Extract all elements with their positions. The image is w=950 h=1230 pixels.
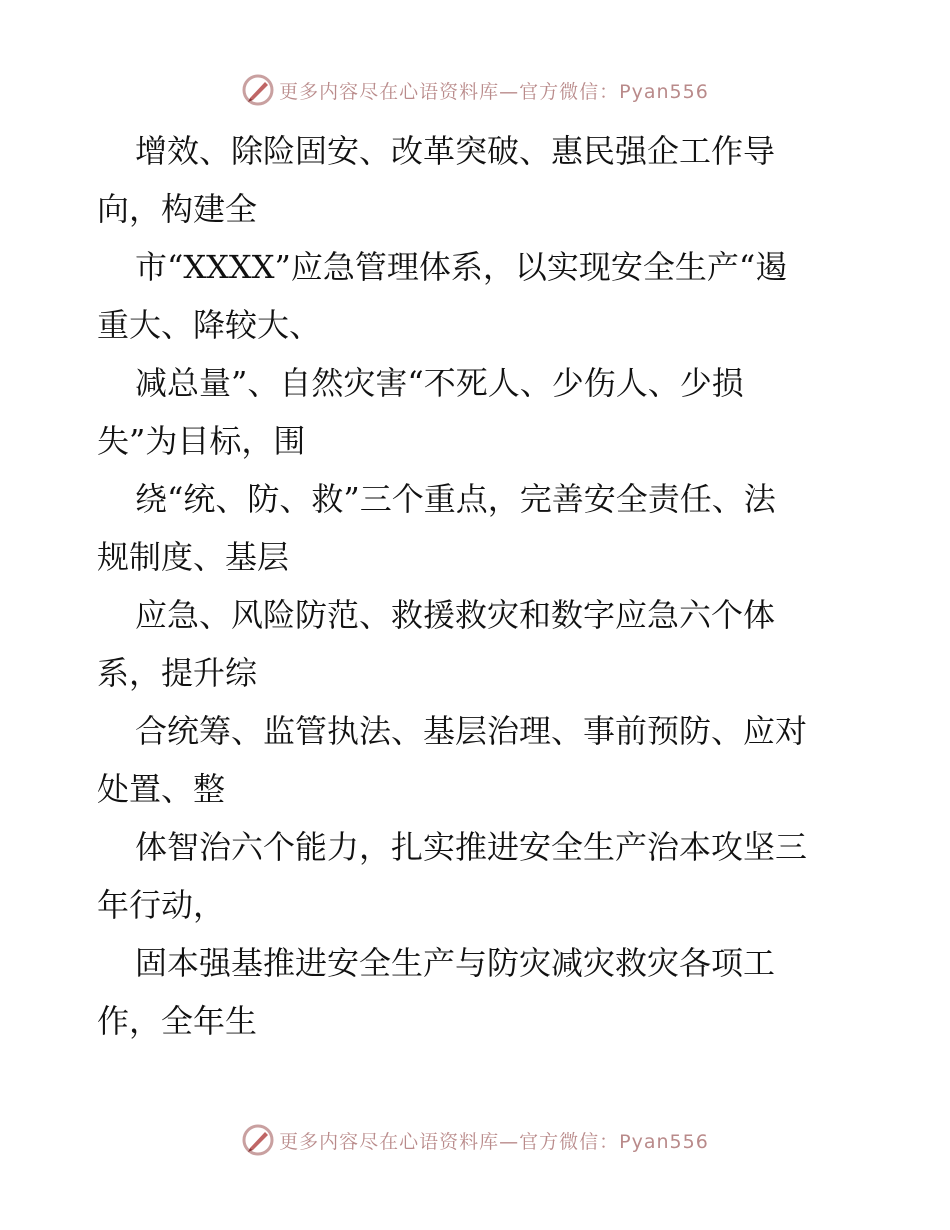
footer-watermark: [0, 1120, 950, 1160]
watermark-text: 更多内容尽在心语资料库—官方微信：Pyan556: [279, 80, 709, 103]
pen-logo-icon: [241, 1123, 275, 1157]
document-body: [97, 122, 867, 1050]
paragraph-line: 重大、降较大、: [97, 306, 322, 344]
paragraph-line: 合统筹、监管执法、基层治理、事前预防、应对: [135, 712, 808, 750]
paragraph: [97, 818, 867, 934]
paragraph-line: 处置、整: [97, 770, 226, 808]
paragraph-line: 作，全年生: [97, 1002, 258, 1040]
paragraph: [97, 238, 867, 354]
paragraph: [97, 702, 867, 818]
paragraph-line: 失”为目标，围: [97, 422, 306, 460]
paragraph-line: 增效、除险固安、改革突破、惠民强企工作导: [135, 132, 776, 170]
paragraph: [97, 934, 867, 1050]
paragraph-line: 系，提升综: [97, 654, 258, 692]
paragraph-line: 减总量”、自然灾害“不死人、少伤人、少损: [135, 364, 744, 402]
paragraph-line: 固本强基推进安全生产与防灾减灾救灾各项工: [135, 944, 776, 982]
paragraph-line: 向，构建全: [97, 190, 258, 228]
paragraph: [97, 470, 867, 586]
watermark-text: 更多内容尽在心语资料库—官方微信：Pyan556: [279, 1130, 709, 1153]
paragraph-line: 应急、风险防范、救援救灾和数字应急六个体: [135, 596, 776, 634]
paragraph: [97, 586, 867, 702]
header-watermark: [0, 70, 950, 110]
paragraph-line: 市“XXXX”应急管理体系，以实现安全生产“遏: [135, 248, 788, 286]
paragraph: [97, 122, 867, 238]
paragraph-line: 绕“统、防、救”三个重点，完善安全责任、法: [135, 480, 776, 518]
paragraph: [97, 354, 867, 470]
paragraph-line: 体智治六个能力，扎实推进安全生产治本攻坚三: [135, 828, 808, 866]
paragraph-line: 年行动，: [97, 886, 226, 924]
paragraph-line: 规制度、基层: [97, 538, 290, 576]
pen-logo-icon: [241, 73, 275, 107]
